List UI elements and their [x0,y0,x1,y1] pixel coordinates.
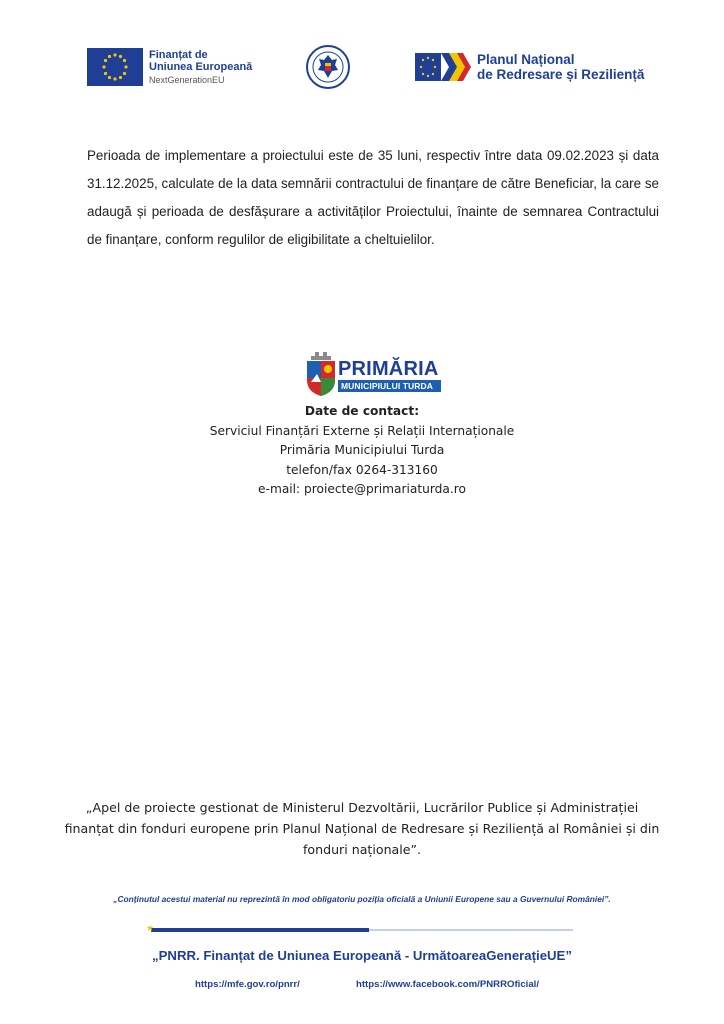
primaria-subtitle: MUNICIPIULUI TURDA [341,380,433,391]
paragraph-line: Perioada de implementare a proiectului este de 35 luni, respectiv între data 09.02.2023 și data [87,148,659,163]
eu-logo-line1: Finanțat de [149,48,208,61]
eu-funding-logo [87,48,252,86]
turda-coat-of-arms-icon [305,352,337,396]
contact-title: Date de contact: [304,404,420,418]
footer-divider [146,924,573,934]
romanian-government-seal-icon [305,44,351,90]
call-line: finanțat din fonduri europene prin Planul Național de Redresare și Reziliență al României și din [64,821,660,836]
pnrr-logo-line1: Planul Național [477,52,575,67]
contact-service: Serviciul Finanțări Externe și Relații Internaționale [209,423,515,438]
primaria-turda-logo [305,352,439,396]
mfe-pnrr-link[interactable]: https://mfe.gov.ro/pnrr/ [195,979,300,990]
pnrr-logo [415,51,644,83]
paragraph-line: 31.12.2025, calculate de la data semnării contractului de finanțare de către Beneficiar, la care se [87,176,659,191]
contact-institution: Primăria Municipiului Turda [279,443,445,457]
implementation-paragraph [87,142,659,254]
pnrr-flag-arrow-icon [415,51,471,83]
eu-logo-line3: NextGenerationEU [149,74,225,85]
paragraph-line: de finanțare, conform regulilor de eligibilitate a cheltuielilor. [87,232,435,247]
contact-phone: telefon/fax 0264-313160 [286,462,438,477]
primaria-title: PRIMĂRIA [338,358,439,380]
star-icon: ★ [146,924,155,934]
eu-flag-icon [87,48,143,86]
paragraph-line: adaugă și perioada de desfășurare a activităților Proiectului, înainte de semnarea Contractului [87,204,659,219]
pnrr-logo-line2: de Redresare și Reziliență [477,67,645,82]
eu-disclaimer: „Conținutul acestui material nu reprezintă în mod obligatoriu poziția oficială a Uniunii Europene sau a Guvernului României”. [113,894,611,904]
call-line: „Apel de proiecte gestionat de Ministerul Dezvoltării, Lucrărilor Publice și Administrației [85,800,639,815]
call-line: fonduri naționale”. [302,842,422,857]
contact-email: e-mail: proiecte@primariaturda.ro [258,482,466,496]
header-logos [0,40,724,92]
facebook-pnrr-link[interactable]: https://www.facebook.com/PNRROficial/ [356,979,540,990]
contact-block [0,402,724,500]
call-statement [0,797,724,860]
footer-slogan: „PNRR. Finanțat de Uniunea Europeană - UrmătoareaGenerațieUE” [152,948,572,963]
eu-logo-line2: Uniunea Europeană [149,60,253,73]
